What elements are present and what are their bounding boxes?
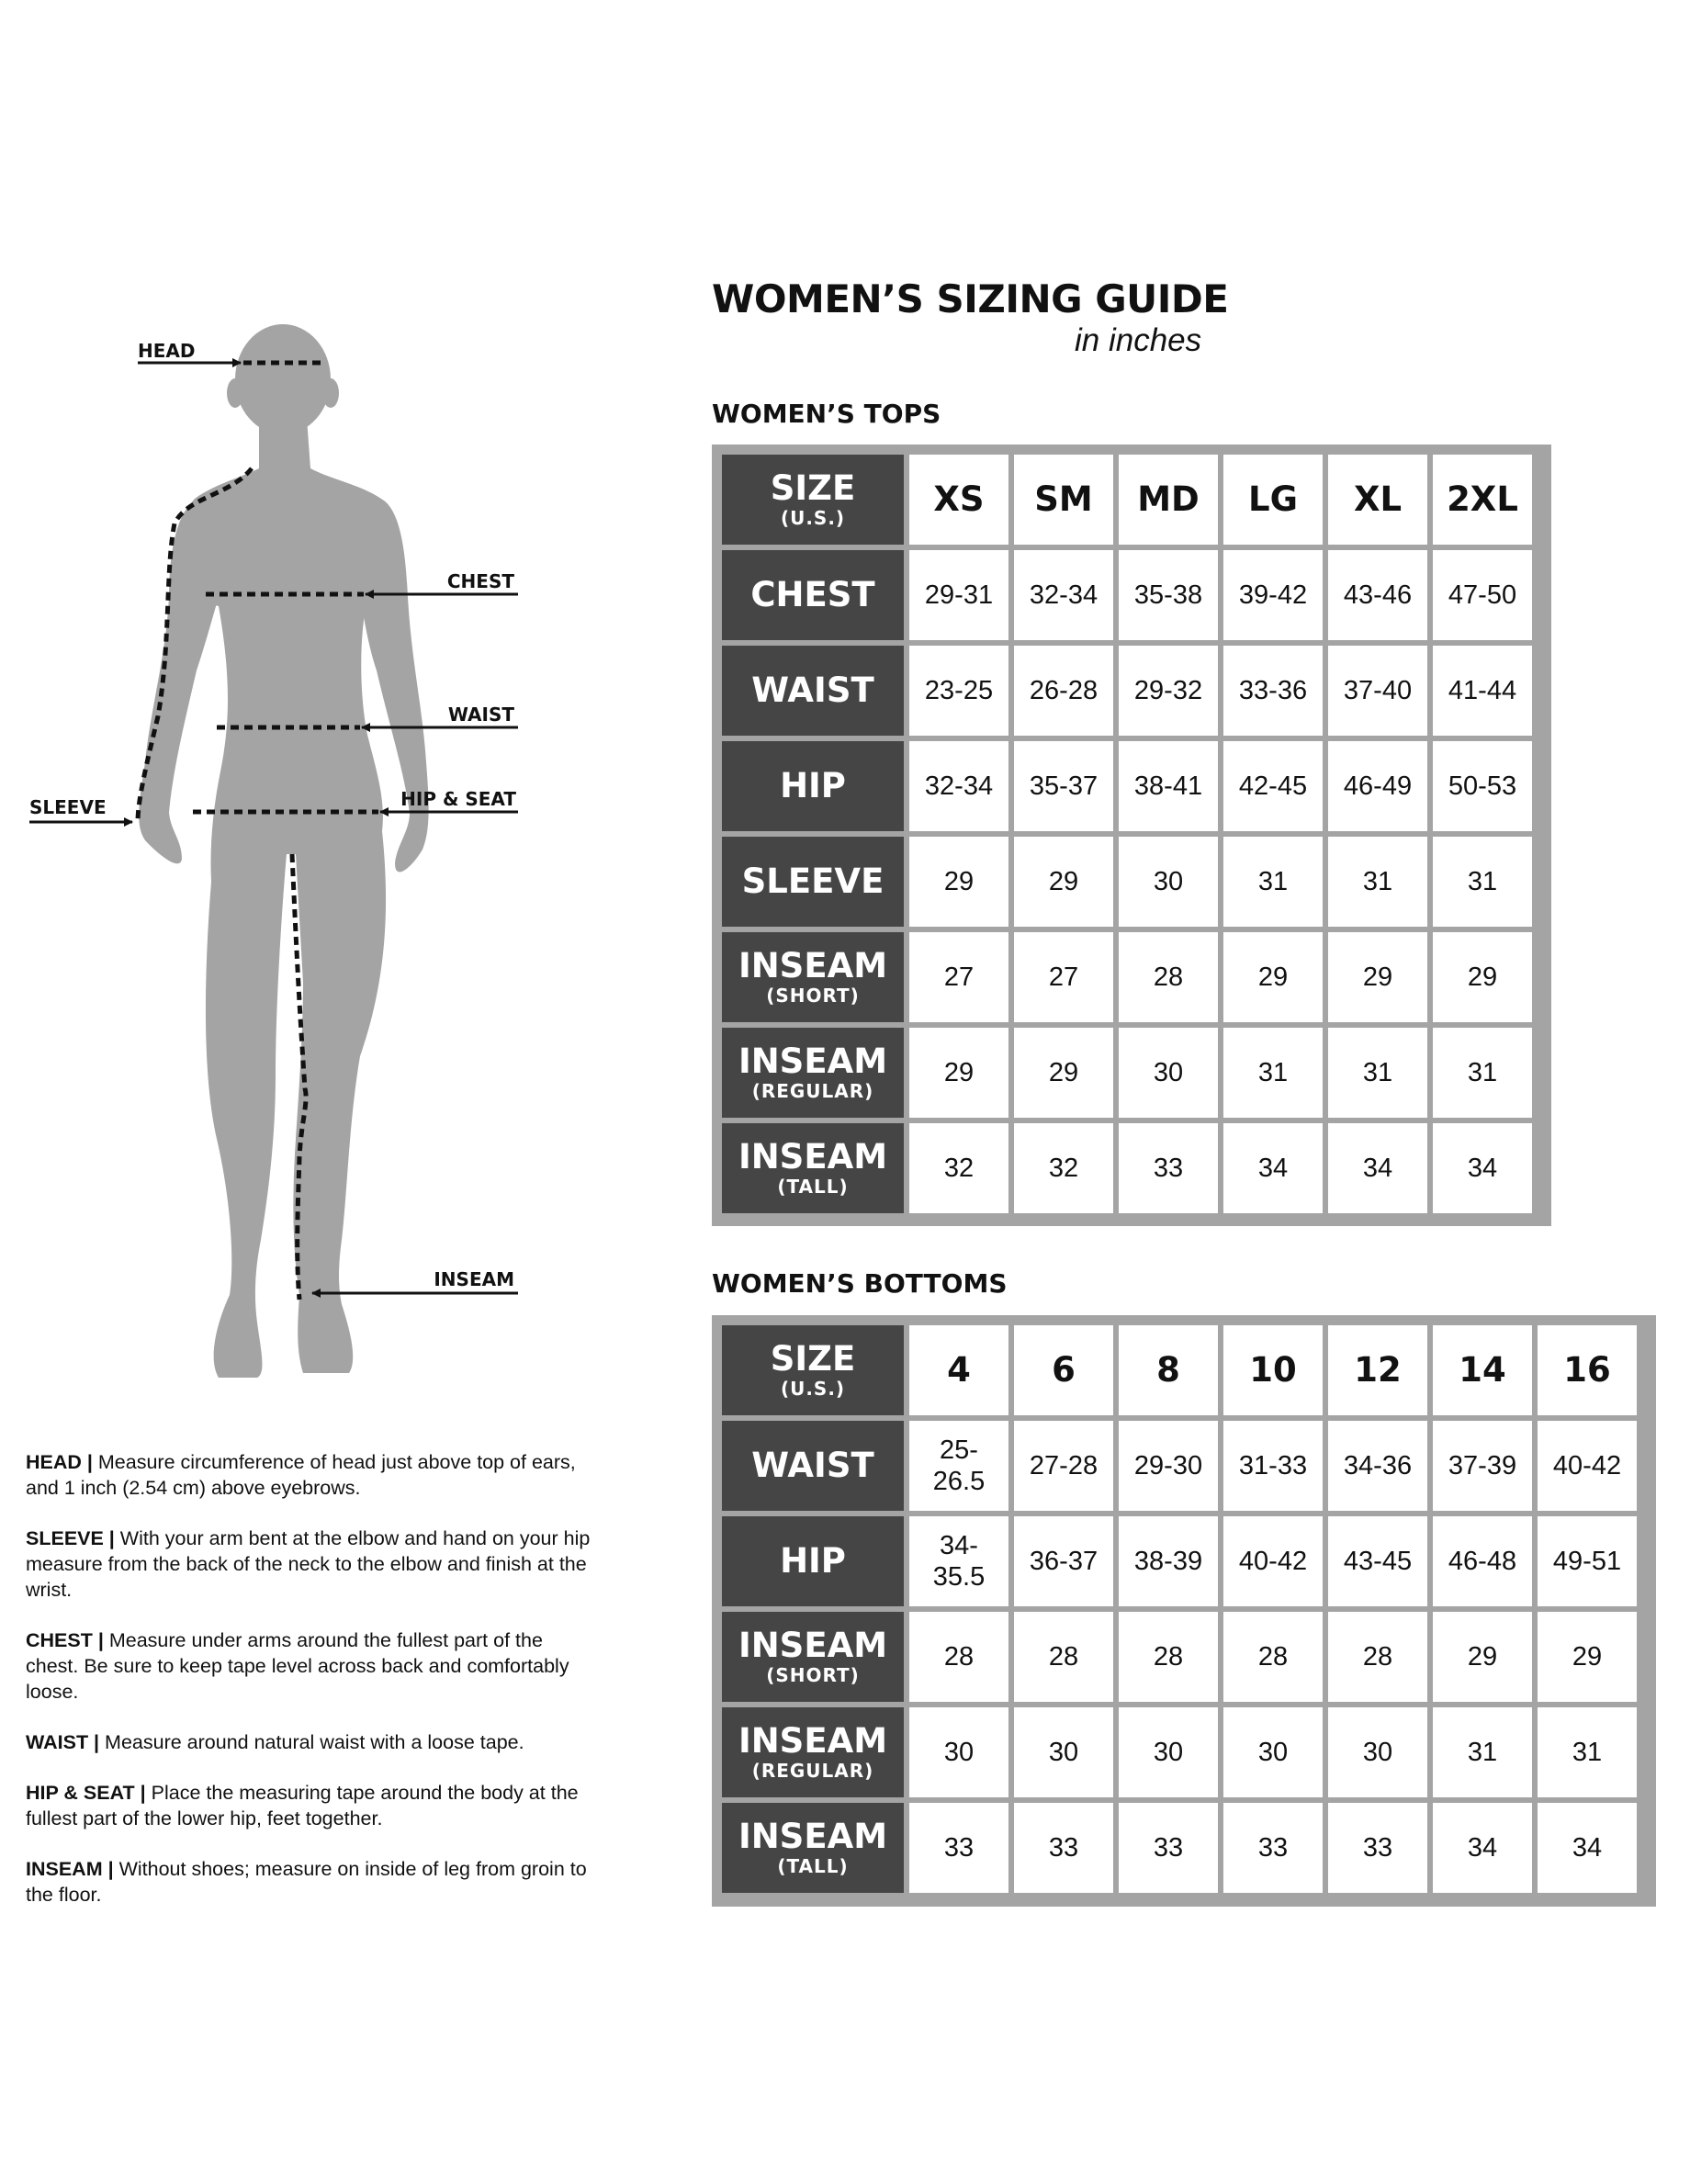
table-cell: 50-53 — [1433, 741, 1532, 831]
table-cell: 29 — [909, 837, 1008, 927]
row-header-label: CHEST — [750, 575, 875, 614]
table-cell: 31 — [1538, 1707, 1637, 1797]
row-header-label: WAIST — [751, 670, 874, 710]
tops-grid — [722, 455, 1532, 1213]
table-cell: 29 — [1223, 932, 1323, 1022]
row-header-inseam — [722, 1123, 904, 1213]
size-column-header: 16 — [1538, 1325, 1637, 1415]
table-cell: 33-36 — [1223, 646, 1323, 736]
table-cell: 34-36 — [1328, 1421, 1427, 1511]
size-column-header: 10 — [1223, 1325, 1323, 1415]
size-header-sublabel: (U.S.) — [780, 1378, 846, 1400]
table-cell: 29 — [1328, 932, 1427, 1022]
instruction-item — [26, 1525, 595, 1603]
table-cell: 32 — [909, 1123, 1008, 1213]
table-cell: 34 — [1328, 1123, 1427, 1213]
row-header-sublabel: (REGULAR) — [751, 1080, 874, 1102]
table-cell: 42-45 — [1223, 741, 1323, 831]
table-cell: 33 — [1014, 1803, 1113, 1893]
row-header-inseam — [722, 1707, 904, 1797]
instruction-item — [26, 1449, 595, 1501]
table-cell: 36-37 — [1014, 1516, 1113, 1606]
instruction-label: HEAD | — [26, 1451, 93, 1473]
instruction-item — [26, 1780, 595, 1831]
table-cell: 29-30 — [1119, 1421, 1218, 1511]
instruction-label: CHEST | — [26, 1629, 104, 1651]
size-column-header: 8 — [1119, 1325, 1218, 1415]
table-cell: 31 — [1433, 1707, 1532, 1797]
size-header-sublabel: (U.S.) — [780, 507, 846, 529]
instruction-text: With your arm bent at the elbow and hand on your hip measure from the back of the neck to the elbow and finish at the wrist. — [26, 1527, 591, 1601]
table-cell: 29 — [909, 1028, 1008, 1118]
page-title: WOMEN’S SIZING GUIDE — [712, 276, 1229, 321]
table-cell: 29 — [1014, 1028, 1113, 1118]
table-cell: 33 — [909, 1803, 1008, 1893]
row-header-sublabel: (REGULAR) — [751, 1760, 874, 1782]
table-cell: 31 — [1433, 1028, 1532, 1118]
table-cell: 41-44 — [1433, 646, 1532, 736]
instruction-item — [26, 1729, 595, 1755]
table-cell: 28 — [909, 1612, 1008, 1702]
table-cell: 30 — [1119, 837, 1218, 927]
table-cell: 34 — [1538, 1803, 1637, 1893]
row-header-sleeve — [722, 837, 904, 927]
sleeve-label: SLEEVE — [29, 796, 107, 818]
row-header-label: HIP — [780, 766, 846, 805]
row-header-hip — [722, 741, 904, 831]
table-cell: 34 — [1223, 1123, 1323, 1213]
table-cell: 30 — [909, 1707, 1008, 1797]
size-column-header: LG — [1223, 455, 1323, 545]
table-cell: 32 — [1014, 1123, 1113, 1213]
table-cell: 35-37 — [1014, 741, 1113, 831]
instruction-item — [26, 1856, 595, 1908]
page-subtitle: in inches — [1075, 322, 1202, 358]
size-column-header: 12 — [1328, 1325, 1427, 1415]
table-cell: 27 — [909, 932, 1008, 1022]
measurement-instructions — [26, 1449, 595, 1932]
instruction-label: INSEAM | — [26, 1858, 114, 1880]
table-cell: 32-34 — [909, 741, 1008, 831]
instruction-text: Without shoes; measure on inside of leg from groin to the floor. — [26, 1858, 587, 1906]
row-header-inseam — [722, 1028, 904, 1118]
table-cell: 26-28 — [1014, 646, 1113, 736]
body-silhouette — [139, 324, 428, 1378]
table-cell: 25- 26.5 — [909, 1421, 1008, 1511]
table-cell: 43-45 — [1328, 1516, 1427, 1606]
table-cell: 32-34 — [1014, 550, 1113, 640]
table-cell: 31 — [1433, 837, 1532, 927]
row-header-inseam — [722, 932, 904, 1022]
waist-label: WAIST — [447, 704, 514, 726]
table-cell: 30 — [1014, 1707, 1113, 1797]
inseam-label: INSEAM — [434, 1268, 514, 1290]
instruction-text: Measure around natural waist with a loose tape. — [99, 1731, 524, 1753]
table-cell: 28 — [1328, 1612, 1427, 1702]
table-cell: 33 — [1119, 1123, 1218, 1213]
table-cell: 33 — [1119, 1803, 1218, 1893]
table-cell: 31 — [1328, 1028, 1427, 1118]
size-column-header: 6 — [1014, 1325, 1113, 1415]
table-cell: 33 — [1328, 1803, 1427, 1893]
instruction-text: Measure under arms around the fullest part of the chest. Be sure to keep tape level across back and comfortably loose. — [26, 1629, 569, 1703]
size-header-cell — [722, 455, 904, 545]
table-cell: 31 — [1328, 837, 1427, 927]
row-header-label: INSEAM — [738, 1137, 888, 1176]
table-cell: 35-38 — [1119, 550, 1218, 640]
table-cell: 46-48 — [1433, 1516, 1532, 1606]
row-header-label: INSEAM — [738, 946, 888, 985]
table-cell: 29 — [1538, 1612, 1637, 1702]
tops-heading: WOMEN’S TOPS — [712, 399, 941, 429]
table-cell: 31 — [1223, 1028, 1323, 1118]
table-cell: 39-42 — [1223, 550, 1323, 640]
table-cell: 31 — [1223, 837, 1323, 927]
row-header-label: INSEAM — [738, 1041, 888, 1081]
row-header-sublabel: (TALL) — [777, 1176, 849, 1198]
row-header-hip — [722, 1516, 904, 1606]
table-cell: 27 — [1014, 932, 1113, 1022]
table-cell: 34- 35.5 — [909, 1516, 1008, 1606]
size-header-cell — [722, 1325, 904, 1415]
tops-table — [712, 445, 1551, 1226]
table-cell: 29 — [1433, 1612, 1532, 1702]
table-cell: 46-49 — [1328, 741, 1427, 831]
table-cell: 34 — [1433, 1803, 1532, 1893]
bottoms-heading: WOMEN’S BOTTOMS — [712, 1268, 1008, 1299]
row-header-sublabel: (SHORT) — [766, 1664, 860, 1686]
table-cell: 40-42 — [1538, 1421, 1637, 1511]
row-header-label: HIP — [780, 1541, 846, 1581]
table-cell: 34 — [1433, 1123, 1532, 1213]
instruction-text: Place the measuring tape around the body at the fullest part of the lower hip, feet together. — [26, 1782, 579, 1829]
hip-seat-label: HIP & SEAT — [400, 788, 516, 810]
size-header-label: SIZE — [770, 468, 856, 508]
table-cell: 40-42 — [1223, 1516, 1323, 1606]
bottoms-grid — [722, 1325, 1637, 1893]
instruction-label: SLEEVE | — [26, 1527, 115, 1549]
table-cell: 37-39 — [1433, 1421, 1532, 1511]
size-column-header: SM — [1014, 455, 1113, 545]
instruction-label: WAIST | — [26, 1731, 100, 1753]
instruction-text: Measure circumference of head just above top of ears, and 1 inch (2.54 cm) above eyebrows. — [26, 1451, 576, 1499]
table-cell: 43-46 — [1328, 550, 1427, 640]
row-header-label: SLEEVE — [741, 861, 884, 901]
table-cell: 38-39 — [1119, 1516, 1218, 1606]
row-header-sublabel: (SHORT) — [766, 985, 860, 1007]
table-cell: 29 — [1433, 932, 1532, 1022]
table-cell: 28 — [1119, 1612, 1218, 1702]
row-header-inseam — [722, 1612, 904, 1702]
size-column-header: MD — [1119, 455, 1218, 545]
table-cell: 28 — [1223, 1612, 1323, 1702]
table-cell: 30 — [1223, 1707, 1323, 1797]
table-cell: 49-51 — [1538, 1516, 1637, 1606]
size-column-header: 14 — [1433, 1325, 1532, 1415]
table-cell: 23-25 — [909, 646, 1008, 736]
bottoms-table — [712, 1315, 1656, 1907]
row-header-label: INSEAM — [738, 1817, 888, 1856]
size-column-header: XL — [1328, 455, 1427, 545]
table-cell: 38-41 — [1119, 741, 1218, 831]
size-column-header: XS — [909, 455, 1008, 545]
head-label: HEAD — [138, 340, 196, 362]
table-cell: 37-40 — [1328, 646, 1427, 736]
chest-label: CHEST — [446, 570, 514, 592]
table-cell: 29-32 — [1119, 646, 1218, 736]
size-column-header: 4 — [909, 1325, 1008, 1415]
table-cell: 30 — [1119, 1707, 1218, 1797]
table-cell: 33 — [1223, 1803, 1323, 1893]
instruction-item — [26, 1627, 595, 1705]
table-cell: 29-31 — [909, 550, 1008, 640]
table-cell: 31-33 — [1223, 1421, 1323, 1511]
size-header-label: SIZE — [770, 1339, 856, 1379]
row-header-chest — [722, 550, 904, 640]
table-cell: 30 — [1119, 1028, 1218, 1118]
row-header-label: INSEAM — [738, 1626, 888, 1665]
size-column-header: 2XL — [1433, 455, 1532, 545]
row-header-waist — [722, 1421, 904, 1511]
table-cell: 29 — [1014, 837, 1113, 927]
row-header-inseam — [722, 1803, 904, 1893]
table-cell: 28 — [1119, 932, 1218, 1022]
row-header-label: INSEAM — [738, 1721, 888, 1761]
row-header-label: WAIST — [751, 1446, 874, 1485]
row-header-waist — [722, 646, 904, 736]
table-cell: 47-50 — [1433, 550, 1532, 640]
body-measurement-diagram — [0, 303, 551, 1405]
table-cell: 30 — [1328, 1707, 1427, 1797]
table-cell: 27-28 — [1014, 1421, 1113, 1511]
row-header-sublabel: (TALL) — [777, 1855, 849, 1877]
table-cell: 28 — [1014, 1612, 1113, 1702]
instruction-label: HIP & SEAT | — [26, 1782, 146, 1804]
